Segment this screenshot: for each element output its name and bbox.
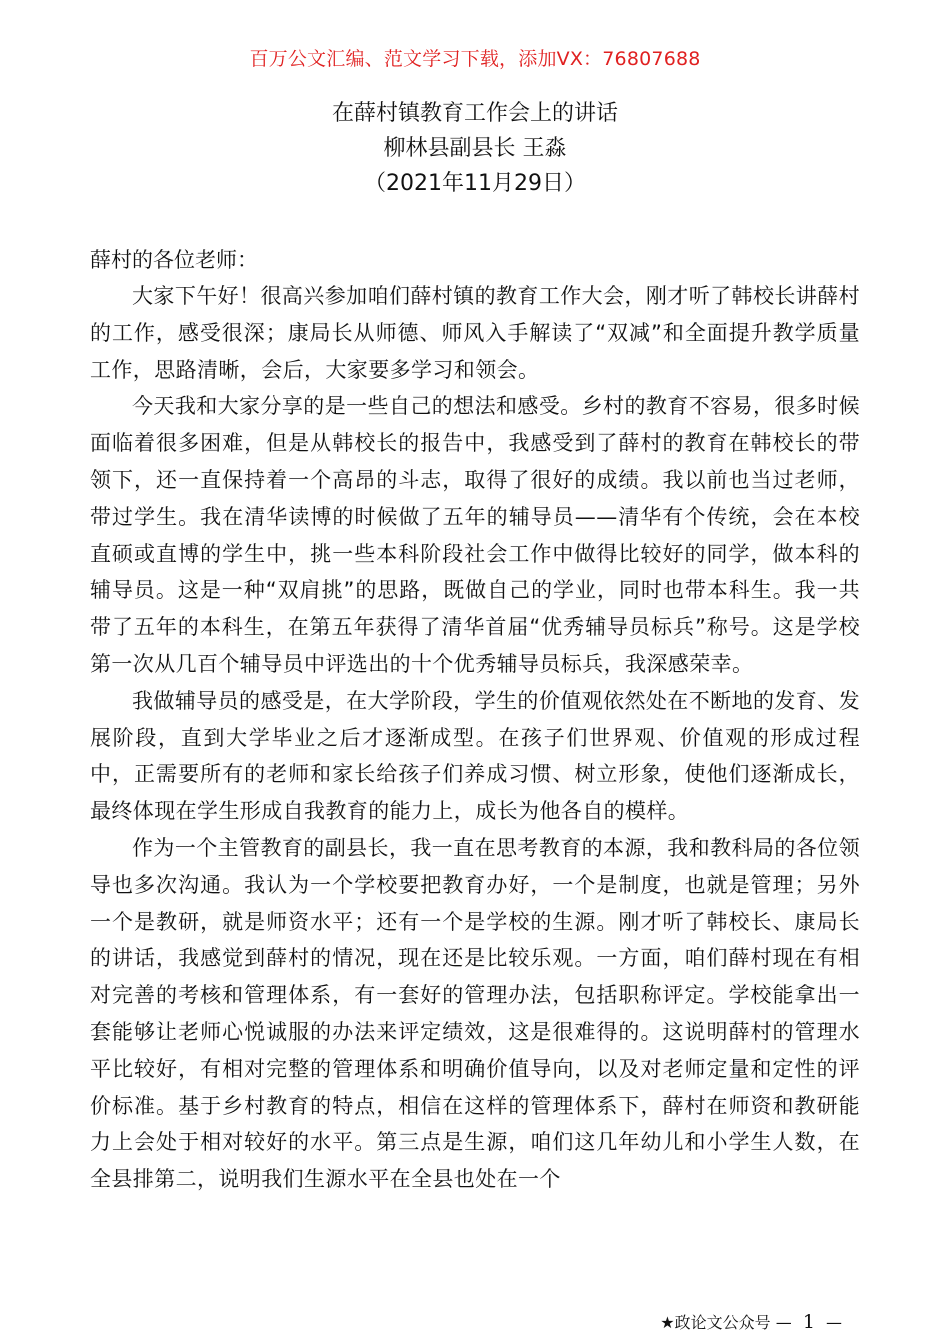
footer-dash-left: — — [775, 1313, 792, 1332]
page-footer — [660, 1310, 842, 1333]
date-line: （2021年11月29日） — [364, 171, 586, 196]
paragraph-2: 今天我和大家分享的是一些自己的想法和感受。乡村的教育不容易，很多时候面临着很多困难，但是从韩校长的报告中，我感受到了薛村的教育在韩校长的带领下，还一直保持着一个高昂的斗志，取得了很好的成绩。我以前也当过老师，带过学生。我在清华读博的时候做了五年的辅导员——清华有个传统，会在本校直硕或直博的学生中，挑一些本科阶段社会工作中做得比较好的同学，做本科的辅导员。这是一种“双肩挑”的思路，既做自己的学业，同时也带本科生。我一共带了五年的本科生，在第五年获得了清华首届“优秀辅导员标兵”称号。这是学校第一次从几百个辅导员中评选出的十个优秀辅导员标兵，我深感荣幸。 — [90, 394, 860, 676]
footer-dash-right: — — [826, 1313, 842, 1332]
salutation: 薛村的各位老师： — [90, 248, 258, 272]
paragraph-4: 作为一个主管教育的副县长，我一直在思考教育的本源，我和教科局的各位领导也多次沟通。我认为一个学校要把教育办好，一个是制度，也就是管理；另外一个是教研，就是师资水平；还有一个是学校的生源。刚才听了韩校长、康局长的讲话，我感觉到薛村的情况，现在还是比较乐观。一方面，咱们薛村现在有相对完善的考核和管理体系，有一套好的管理办法，包括职称评定。学校能拿出一套能够让老师心悦诚服的办法来评定绩效，这是很难得的。这说明薛村的管理水平比较好，有相对完整的管理体系和明确价值导向，以及对老师定量和定性的评价标准。基于乡村教育的特点，相信在这样的管理体系下，薛村在师资和教研能力上会处于相对较好的水平。第三点是生源，咱们这几年幼儿和小学生人数，在全县排第二，说明我们生源水平在全县也处在一个 — [90, 835, 860, 1192]
author-line: 柳林县副县长 王淼 — [383, 136, 567, 161]
page-number: 1 — [802, 1311, 815, 1333]
paragraph-3: 我做辅导员的感受是，在大学阶段，学生的价值观依然处在不断地的发育、发展阶段，直到大学毕业之后才逐渐成型。在孩子们世界观、价值观的形成过程中，正需要所有的老师和家长给孩子们养成习惯、树立形象，使他们逐渐成长，最终体现在学生形成自我教育的能力上，成长为他各自的模样。 — [90, 688, 860, 824]
watermark-banner: 百万公文汇编、范文学习下载，添加VX：76807688 — [249, 48, 701, 70]
footer-source: ★政论文公众号 — [660, 1313, 771, 1332]
title-block — [0, 96, 950, 201]
paragraph-1: 大家下午好！很高兴参加咱们薛村镇的教育工作大会，刚才听了韩校长讲薛村的工作，感受很深；康局长从师德、师风入手解读了“双减”和全面提升教学质量工作，思路清晰，会后，大家要多学习和领会。 — [90, 284, 860, 382]
document-title: 在薛村镇教育工作会上的讲话 — [331, 101, 618, 126]
document-body — [90, 242, 860, 1198]
